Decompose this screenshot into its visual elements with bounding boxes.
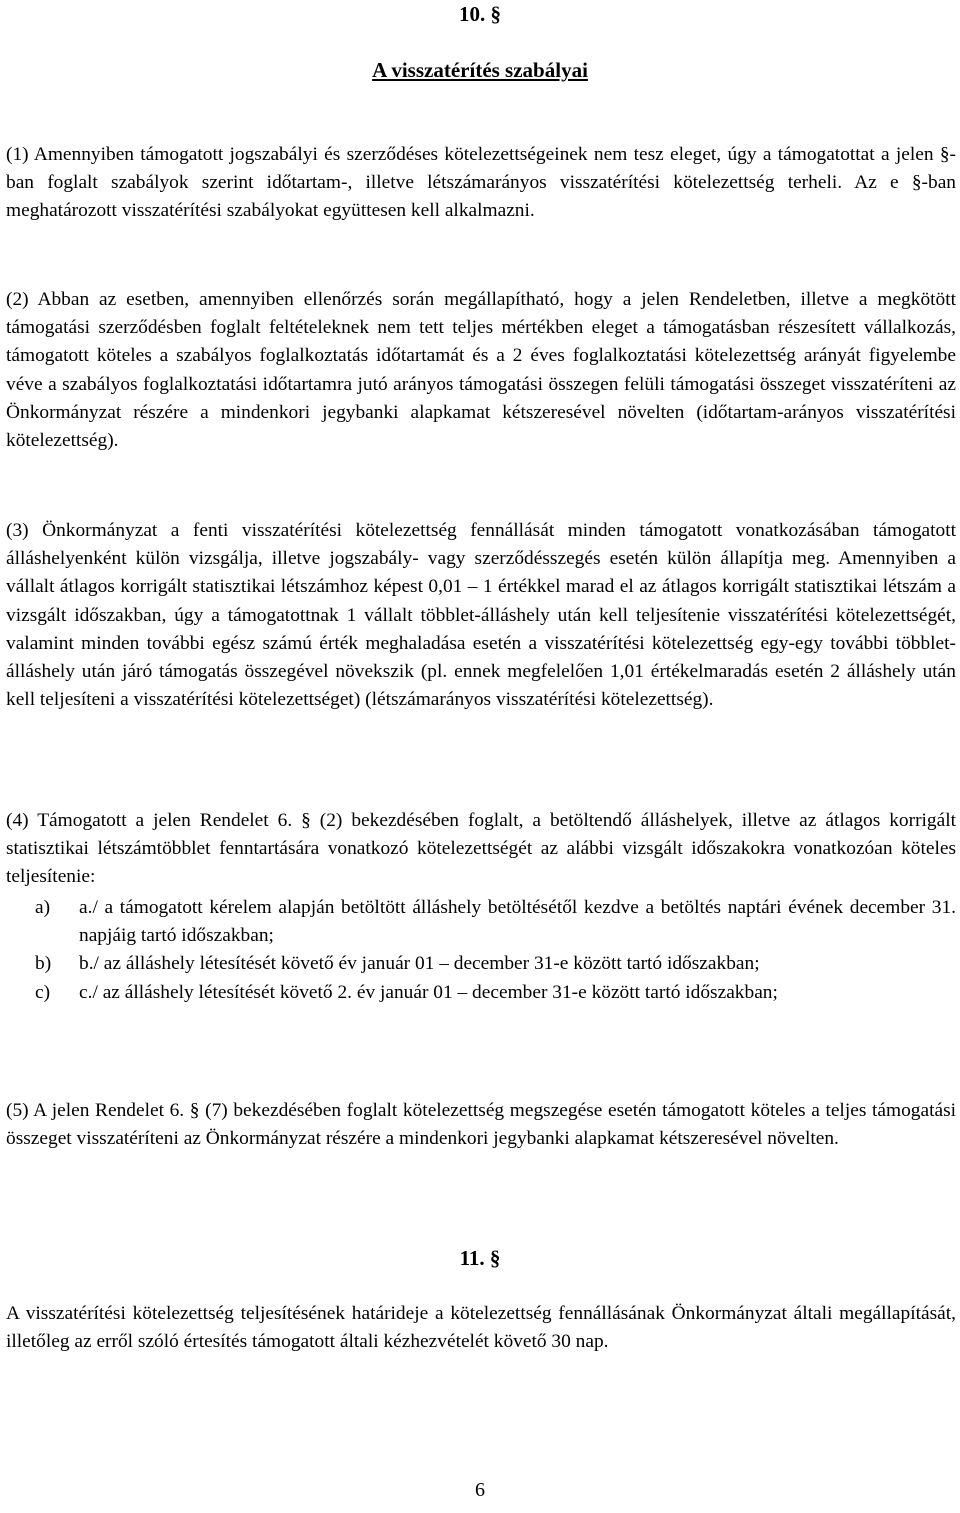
list-marker: b) (35, 953, 52, 975)
list-item-text: b./ az álláshely létesítését követő év január 01 – december 31-e között tartó időszakban; (79, 953, 760, 975)
section-10-paragraph-1: (1) Amennyiben támogatott jogszabályi és szerződéses kötelezettségeinek nem tesz eleget, úgy a támogatottat a jelen §-ban foglalt szabályok szerint időtartam-, illetve létszámarányos visszatérítési kötelezettség terheli. Az e §-ban meghatározott visszatérítési szabályokat együttesen kell alkalmazni. (6, 144, 956, 222)
section-10-paragraph-2: (2) Abban az esetben, amennyiben ellenőrzés során megállapítható, hogy a jelen Rendeletben, illetve a megkötött támogatási szerződésben foglalt feltételeknek nem tett teljes mértékben eleget a támogatásban részesített vállalkozás, támogatott köteles a szabályos foglalkoztatás időtartamát és a 2 éves foglalkoztatási kötelezettség arányát figyelembe véve a szabályos foglalkoztatási időtartamra jutó arányos támogatási összegen felüli támogatási összeget visszatéríteni az Önkormányzat részére a mindenkori jegybanki alapkamat kétszeresével növelten (időtartam-arányos visszatérítési kötelezettség). (6, 289, 956, 452)
list-marker: c) (35, 981, 51, 1003)
list-item-text: c./ az álláshely létesítését követő 2. év január 01 – december 31-e között tartó időszakban; (79, 981, 778, 1003)
list-item-text: a./ a támogatott kérelem alapján betöltött álláshely betöltésétől kezdve a betöltés naptári évének december 31. napjáig tartó időszakban; (79, 897, 956, 947)
list-item (6, 894, 956, 950)
period-list (6, 894, 956, 1007)
section-10-paragraph-3: (3) Önkormányzat a fenti visszatérítési kötelezettség fennállását minden támogatott vonatkozásában támogatott álláshelyenként külön vizsgálja, illetve jogszabály- vagy szerződésszegés esetén külön állapítja meg. Amennyiben a vállalt átlagos korrigált statisztikai létszámhoz képest 0,01 – 1 értékkel marad el az átlagos korrigált statisztikai létszám a vizsgált időszakban, úgy a támogatottnak 1 vállalt többlet-álláshely után kell teljesítenie visszatérítési kötelezettségét, valamint minden további egész számú érték meghaladása esetén a visszatérítési kötelezettség egy-egy további többlet-álláshely után járó támogatás összegével növekszik (pl. ennek megfelelően 1,01 értékelmaradás esetén 2 álláshely után kell teljesíteni a visszatérítési kötelezettséget) (létszámarányos visszatérítési kötelezettség). (6, 520, 956, 711)
section-10-number: 10. § (459, 2, 501, 26)
list-marker: a) (35, 897, 51, 918)
list-item (6, 979, 956, 1007)
page-number: 6 (475, 1479, 485, 1501)
section-10-title: A visszatérítés szabályai (372, 58, 588, 82)
section-10-paragraph-5: (5) A jelen Rendelet 6. § (7) bekezdésében foglalt kötelezettség megszegése esetén támogatott köteles a teljes támogatási összeget visszatéríteni az Önkormányzat részére a mindenkori jegybanki alapkamat kétszeresével növelten. (6, 1100, 956, 1150)
section-11-number: 11. § (459, 1246, 501, 1270)
section-11-paragraph-1: A visszatérítési kötelezettség teljesítésének határideje a kötelezettség fennállásának Önkormányzat általi megállapítását, illetőleg az erről szóló értesítés támogatott általi kézhezvételét követő 30 nap. (6, 1303, 956, 1353)
section-10-paragraph-4: (4) Támogatott a jelen Rendelet 6. § (2) bekezdésében foglalt, a betöltendő álláshelyek, illetve az átlagos korrigált statisztikai létszámtöbblet fenntartására vonatkozó kötelezettségét az alábbi vizsgált időszakokra vonatkozóan köteles teljesítenie: (6, 810, 956, 888)
list-item (6, 950, 956, 978)
